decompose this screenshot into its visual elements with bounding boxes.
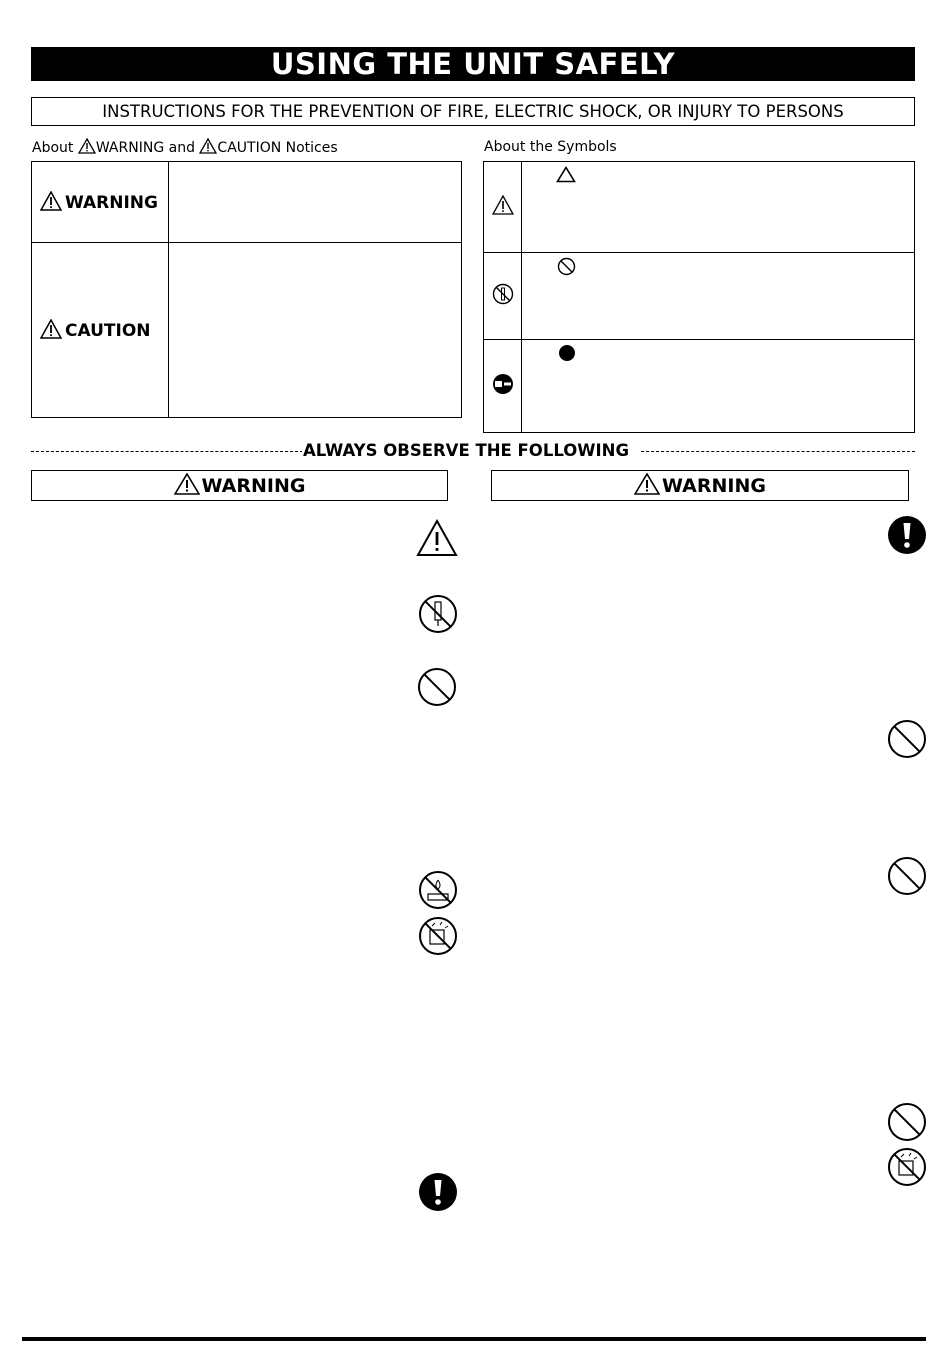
symbol-row — [484, 253, 915, 340]
prohibited-icon — [887, 856, 927, 896]
page-subtitle: INSTRUCTIONS FOR THE PREVENTION OF FIRE, ELECTRIC SHOCK, OR INJURY TO PERSONS — [31, 97, 915, 126]
caution-label: CAUTION — [65, 321, 151, 341]
no-liquid-container-icon — [887, 1147, 927, 1187]
triangle-outline-icon — [556, 166, 576, 183]
notices-table — [31, 161, 462, 418]
filled-circle-icon — [558, 344, 576, 362]
do-not-disassemble-icon — [418, 594, 458, 634]
caption-warning-text: WARNING — [95, 140, 165, 156]
warning-notice-row — [32, 162, 462, 243]
no-liquid-container-icon — [418, 916, 458, 956]
left-warning-label: WARNING — [201, 475, 306, 497]
page-title: USING THE UNIT SAFELY — [31, 47, 915, 81]
always-observe-heading: ALWAYS OBSERVE THE FOLLOWING — [302, 441, 629, 460]
symbol-description — [522, 340, 915, 433]
caution-notice-row — [32, 243, 462, 418]
unplug-icon — [492, 373, 514, 395]
warning-label: WARNING — [65, 193, 158, 213]
mandatory-action-icon — [887, 515, 927, 555]
divider-left — [31, 451, 303, 452]
caption-and-text: and — [168, 140, 195, 156]
symbol-row — [484, 340, 915, 433]
divider-right — [641, 451, 915, 452]
warning-triangle-icon — [78, 138, 96, 154]
do-not-disassemble-icon — [492, 283, 514, 305]
symbol-icon-cell — [484, 253, 522, 340]
warning-description — [169, 162, 462, 243]
warning-triangle-icon — [634, 473, 660, 495]
caution-triangle-icon — [40, 319, 62, 339]
prohibited-icon — [887, 1102, 927, 1142]
symbol-icon-cell — [484, 340, 522, 433]
left-warning-heading — [31, 470, 448, 501]
warning-triangle-icon — [174, 473, 200, 495]
prohibited-icon — [417, 667, 457, 707]
bottom-rule — [22, 1337, 926, 1341]
warning-label-cell — [32, 162, 169, 243]
warning-triangle-icon — [492, 195, 514, 215]
symbol-description — [522, 253, 915, 340]
right-warning-heading — [491, 470, 909, 501]
caution-triangle-icon — [199, 138, 217, 154]
caption-caution-text: CAUTION Notices — [217, 140, 338, 156]
symbol-icon-cell — [484, 162, 522, 253]
caption-about-text: About — [32, 140, 74, 156]
caution-triangle-icon — [416, 519, 458, 557]
warning-triangle-icon — [40, 191, 62, 211]
mandatory-action-icon — [418, 1172, 458, 1212]
symbols-caption: About the Symbols — [484, 139, 617, 155]
right-warning-label: WARNING — [662, 475, 766, 497]
symbols-table — [483, 161, 915, 433]
prohibited-circle-icon — [557, 257, 576, 276]
symbol-row — [484, 162, 915, 253]
prohibited-icon — [887, 719, 927, 759]
notices-caption — [32, 138, 338, 157]
symbol-description — [522, 162, 915, 253]
no-water-icon — [418, 870, 458, 910]
caution-description — [169, 243, 462, 418]
caution-label-cell — [32, 243, 169, 418]
